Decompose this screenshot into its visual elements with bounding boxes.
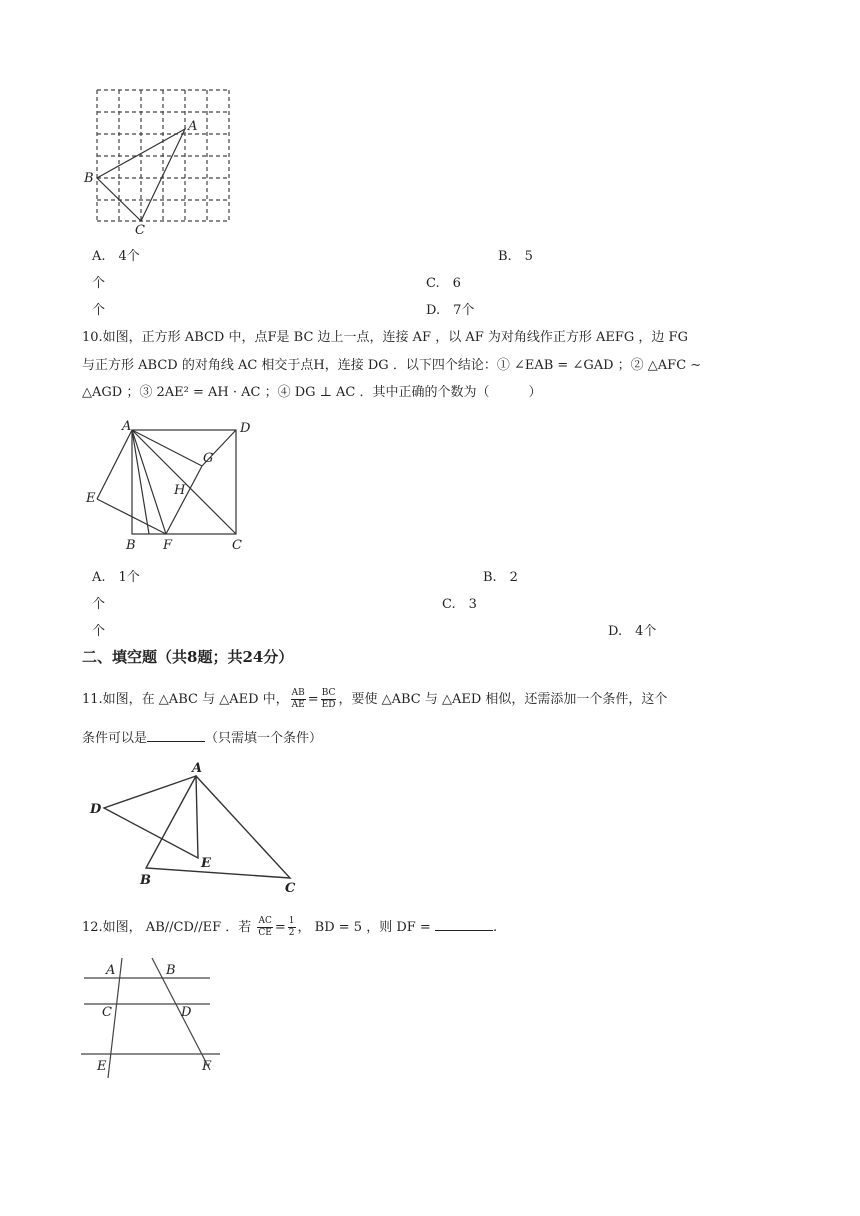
q10-option-c: C. 3 xyxy=(442,597,477,612)
q9-option-a: A. 4个 xyxy=(92,249,140,264)
q10-option-b-cont: 个 xyxy=(92,597,106,612)
q9-grid-figure xyxy=(82,84,242,236)
q10-option-d: D. 4个 xyxy=(608,624,657,639)
q11-label-c: C xyxy=(285,881,296,896)
q10-stem-line2: 与正方形 ABCD 的对角线 AC 相交于点H，连接 DG ．以下四个结论：① ∠EAB = ∠GAD ；② △AFC ∼ xyxy=(82,358,702,373)
q9-option-b-cont: 个 xyxy=(92,276,106,291)
q11-stem-line2: 条件可以是 （只需填一个条件） xyxy=(82,731,323,746)
q12-label-f: F xyxy=(202,1059,212,1074)
q10-stem-line3: △AGD ；③ 2AE² = AH · AC ；④ DG ⊥ AC ．其中正确的个数为（ ） xyxy=(82,385,542,400)
q11-fraction-bc-ed: $\frac{BC}{ED}$ xyxy=(321,688,336,710)
q9-label-a: A xyxy=(188,119,198,134)
q10-option-a: A. 1个 xyxy=(92,570,140,585)
q11-stem-post: ，要使 △ABC 与 △AED 相似，还需添加一个条件，这个 xyxy=(338,692,668,707)
q9-option-b: B. 5 xyxy=(498,249,533,264)
q9-option-c-cont: 个 xyxy=(92,303,106,318)
q9-option-c: C. 6 xyxy=(426,276,461,291)
q12-stem: 12.如图， AB//CD//EF ．若 $\frac{AC}{CE}$ = $\frac{1}{2}$ ， BD = 5 ，则 DF = . xyxy=(82,916,498,938)
q12-label-d: D xyxy=(181,1005,192,1020)
q12-answer-blank[interactable] xyxy=(435,918,493,931)
q10-option-c-cont: 个 xyxy=(92,624,106,639)
q12-label-e: E xyxy=(97,1059,107,1074)
q10-square-figure xyxy=(82,414,262,556)
q10-label-a: A xyxy=(122,419,132,434)
q11-stem-pre: 11.如图，在 △ABC 与 △AED 中， xyxy=(82,692,289,707)
q12-label-a: A xyxy=(106,963,116,978)
q11-answer-blank[interactable] xyxy=(147,729,205,742)
q10-label-e: E xyxy=(86,491,96,506)
q11-label-d: D xyxy=(90,802,102,817)
q12-fraction-one-half: $\frac{1}{2}$ xyxy=(288,916,295,938)
q12-label-b: B xyxy=(166,963,176,978)
q11-fraction-ab-ae: $\frac{AB}{AE}$ xyxy=(291,688,305,710)
q11-label-e: E xyxy=(201,856,211,871)
q10-label-f: F xyxy=(163,538,173,553)
q10-label-h: H xyxy=(174,483,186,498)
q10-stem-line1: 10.如图，正方形 ABCD 中，点F是 BC 边上一点，连接 AF ，以 AF 为对角线作正方形 AEFG ，边 FG xyxy=(82,330,688,345)
q11-label-a: A xyxy=(192,761,203,776)
q9-label-c: C xyxy=(135,223,145,236)
q12-fraction-ac-ce: $\frac{AC}{CE}$ xyxy=(258,916,272,938)
section-title-fill-in: 二、填空题（共8题；共24分） xyxy=(82,648,294,666)
q10-label-c: C xyxy=(232,538,242,553)
q11-triangle-figure xyxy=(82,758,302,896)
q9-label-b: B xyxy=(84,171,94,186)
q11-stem-line1: 11.如图，在 △ABC 与 △AED 中， $\frac{AB}{AE}$ = $\frac{BC}{ED}$ ，要使 △ABC 与 △AED 相似，还需添加一个条件，这个 xyxy=(82,688,668,710)
q10-label-b: B xyxy=(126,538,136,553)
q11-label-b: B xyxy=(140,873,151,888)
q9-option-d: D. 7个 xyxy=(426,303,475,318)
q10-label-g: G xyxy=(203,451,214,466)
q10-option-b: B. 2 xyxy=(483,570,518,585)
q12-parallel-lines-figure xyxy=(78,952,228,1082)
q12-label-c: C xyxy=(102,1005,112,1020)
q10-label-d: D xyxy=(240,421,251,436)
